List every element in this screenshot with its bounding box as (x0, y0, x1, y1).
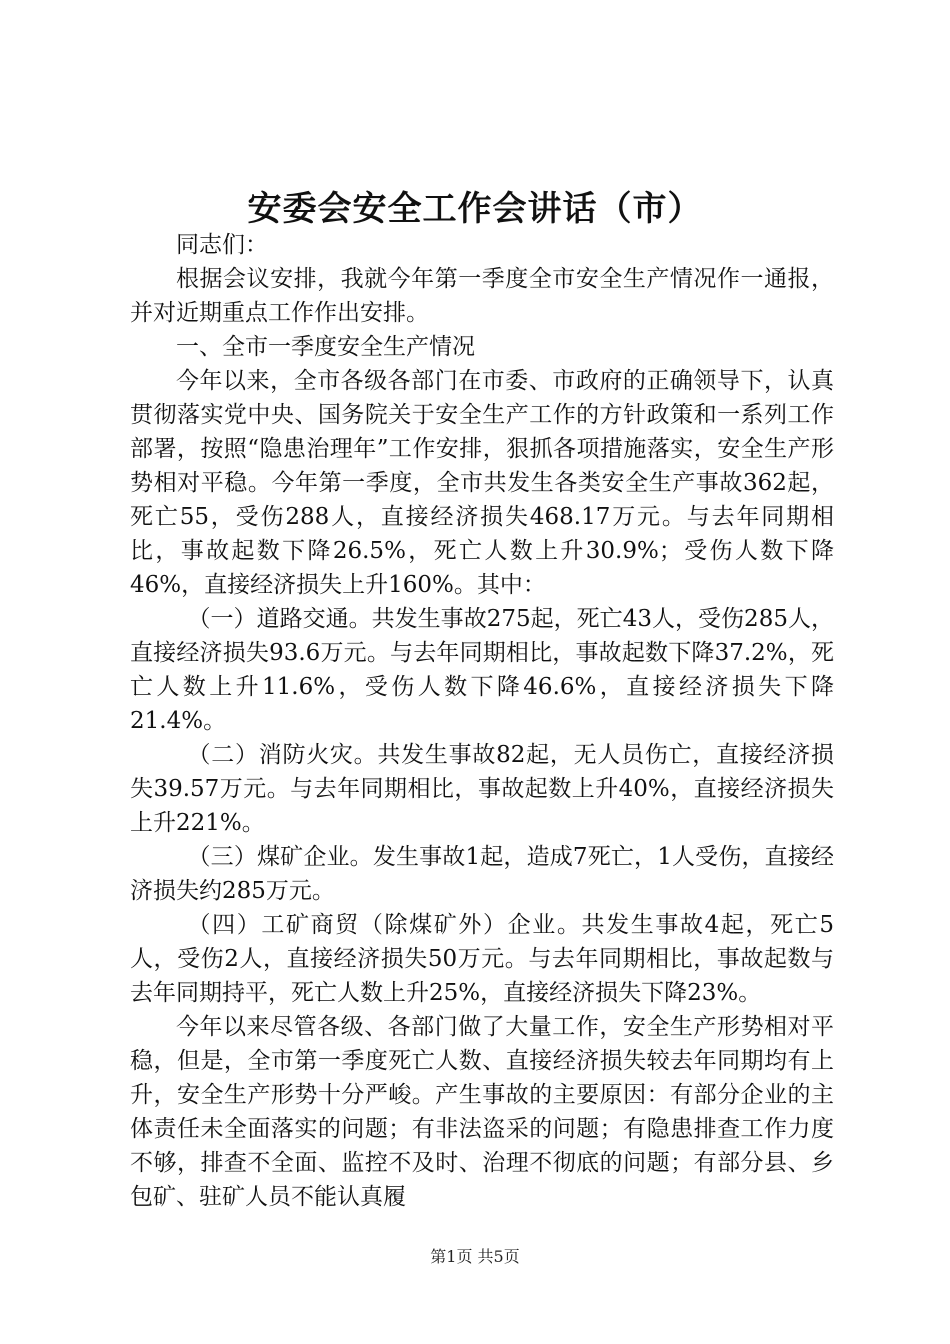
salutation: 同志们： (176, 232, 268, 258)
document-body (130, 228, 834, 1214)
intro-paragraph: 根据会议安排，我就今年第一季度全市安全生产情况作一通报，并对近期重点工作作出安排。 (130, 266, 834, 326)
fire-paragraph: （二）消防火灾。共发生事故82起，无人员伤亡，直接经济损失39.57万元。与去年同期相比，事故起数上升40%，直接经济损失上升221%。 (130, 742, 834, 836)
coal-mine-paragraph: （三）煤矿企业。发生事故1起，造成7死亡，1人受伤，直接经济损失约285万元。 (130, 844, 834, 904)
analysis-paragraph: 今年以来尽管各级、各部门做了大量工作，安全生产形势相对平稳，但是，全市第一季度死亡人数、直接经济损失较去年同期均有上升，安全生产形势十分严峻。产生事故的主要原因：有部分企业的主体责任未全面落实的问题；有非法盗采的问题；有隐患排查工作力度不够，排查不全面、监控不及时、治理不彻底的问题；有部分县、乡包矿、驻矿人员不能认真履 (130, 1014, 834, 1210)
section-heading: 一、全市一季度安全生产情况 (176, 334, 475, 360)
document-title: 安委会安全工作会讲话（市） (247, 189, 703, 229)
summary-paragraph: 今年以来，全市各级各部门在市委、市政府的正确领导下，认真贯彻落实党中央、国务院关于安全生产工作的方针政策和一系列工作部署，按照“隐患治理年”工作安排，狠抓各项措施落实，安全生产形势相对平稳。今年第一季度，全市共发生各类安全生产事故362起，死亡55，受伤288人，直接经济损失468.17万元。与去年同期相比，事故起数下降26.5%，死亡人数上升30.9%；受伤人数下降46%，直接经济损失上升160%。其中： (130, 368, 834, 598)
industry-trade-paragraph: （四）工矿商贸（除煤矿外）企业。共发生事故4起，死亡5人，受伤2人，直接经济损失50万元。与去年同期相比，事故起数与去年同期持平，死亡人数上升25%，直接经济损失下降23%。 (130, 912, 834, 1006)
road-traffic-paragraph: （一）道路交通。共发生事故275起，死亡43人，受伤285人，直接经济损失93.6万元。与去年同期相比，事故起数下降37.2%，死亡人数上升11.6%，受伤人数下降46.6%，直接经济损失下降21.4%。 (130, 606, 834, 734)
page-footer: 第1页 共5页 (430, 1247, 520, 1266)
